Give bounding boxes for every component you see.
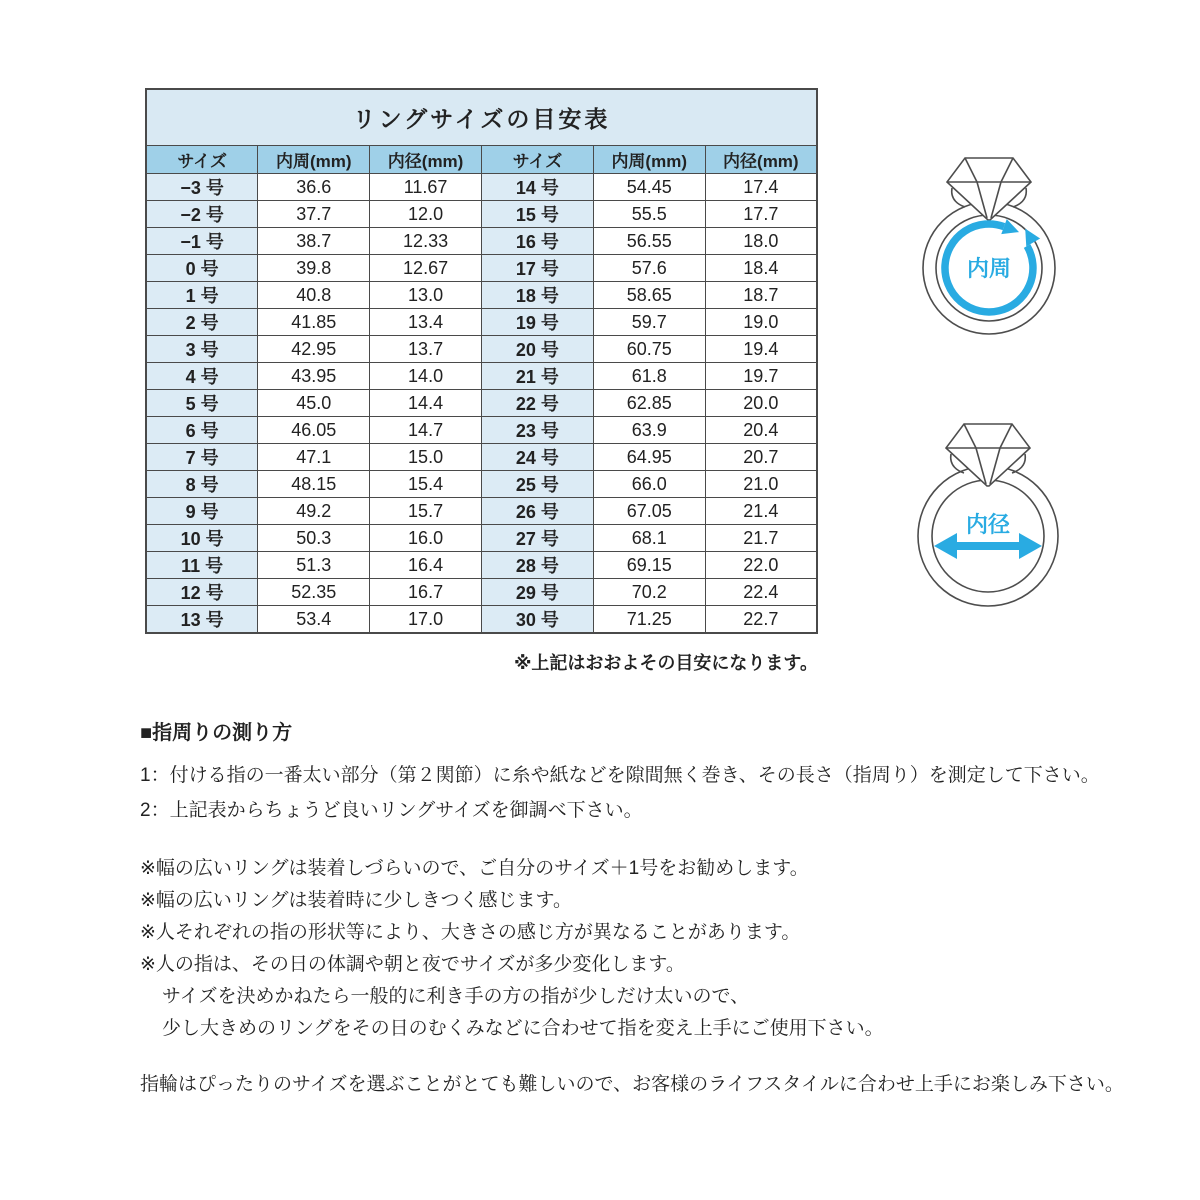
value-cell: 56.55	[593, 228, 705, 255]
size-cell: −3 号	[146, 174, 258, 201]
value-cell: 63.9	[593, 417, 705, 444]
size-cell: 15 号	[481, 201, 593, 228]
note-line: ※幅の広いリングは装着しづらいので、ご自分のサイズ＋1号をお勧めします。	[140, 858, 809, 879]
size-cell: 3 号	[146, 336, 258, 363]
table-row	[146, 417, 817, 444]
value-cell: 17.4	[705, 174, 817, 201]
value-cell: 21.4	[705, 498, 817, 525]
table-row	[146, 363, 817, 390]
table-header-row	[146, 146, 817, 174]
size-cell: 19 号	[481, 309, 593, 336]
measuring-step-2: 2：上記表からちょうど良いリングサイズを御調べ下さい。	[140, 800, 643, 821]
column-header-circumference: 内周(mm)	[593, 146, 705, 174]
value-cell: 14.4	[370, 390, 482, 417]
value-cell: 40.8	[258, 282, 370, 309]
value-cell: 17.0	[370, 606, 482, 634]
note-line: ※人それぞれの指の形状等により、大きさの感じ方が異なることがあります。	[140, 922, 801, 943]
size-cell: 4 号	[146, 363, 258, 390]
table-row	[146, 552, 817, 579]
value-cell: 12.33	[370, 228, 482, 255]
inner-circumference-ring-diagram	[903, 146, 1075, 394]
size-cell: 23 号	[481, 417, 593, 444]
table-approximation-note: ※上記はおおよその目安になります。	[513, 653, 818, 673]
table-row	[146, 471, 817, 498]
value-cell: 20.4	[705, 417, 817, 444]
size-cell: 5 号	[146, 390, 258, 417]
value-cell: 70.2	[593, 579, 705, 606]
value-cell: 22.0	[705, 552, 817, 579]
size-cell: 28 号	[481, 552, 593, 579]
inner-diameter-ring-diagram	[901, 410, 1075, 662]
value-cell: 19.7	[705, 363, 817, 390]
value-cell: 59.7	[593, 309, 705, 336]
value-cell: 43.95	[258, 363, 370, 390]
value-cell: 50.3	[258, 525, 370, 552]
table-row	[146, 228, 817, 255]
value-cell: 16.7	[370, 579, 482, 606]
value-cell: 58.65	[593, 282, 705, 309]
table-row	[146, 444, 817, 471]
inner-diameter-label: 内径	[965, 512, 1011, 537]
size-cell: 25 号	[481, 471, 593, 498]
value-cell: 52.35	[258, 579, 370, 606]
note-line: ※幅の広いリングは装着時に少しきつく感じます。	[140, 890, 573, 911]
size-cell: 18 号	[481, 282, 593, 309]
table-row	[146, 282, 817, 309]
table-row	[146, 336, 817, 363]
value-cell: 53.4	[258, 606, 370, 634]
value-cell: 54.45	[593, 174, 705, 201]
inner-circumference-label: 内周	[966, 256, 1012, 281]
measuring-heading: ■指周りの測り方	[140, 722, 293, 744]
size-cell: 27 号	[481, 525, 593, 552]
value-cell: 36.6	[258, 174, 370, 201]
size-cell: 0 号	[146, 255, 258, 282]
size-cell: −2 号	[146, 201, 258, 228]
column-header-size: サイズ	[481, 146, 593, 174]
value-cell: 64.95	[593, 444, 705, 471]
table-title: リングサイズの目安表	[146, 89, 817, 146]
diamond-icon	[946, 424, 1030, 486]
size-cell: 26 号	[481, 498, 593, 525]
column-header-size: サイズ	[146, 146, 258, 174]
value-cell: 20.0	[705, 390, 817, 417]
value-cell: 14.7	[370, 417, 482, 444]
column-header-diameter: 内径(mm)	[705, 146, 817, 174]
value-cell: 15.7	[370, 498, 482, 525]
size-cell: 6 号	[146, 417, 258, 444]
value-cell: 18.4	[705, 255, 817, 282]
size-cell: 7 号	[146, 444, 258, 471]
value-cell: 21.0	[705, 471, 817, 498]
value-cell: 47.1	[258, 444, 370, 471]
size-cell: 21 号	[481, 363, 593, 390]
value-cell: 12.67	[370, 255, 482, 282]
value-cell: 57.6	[593, 255, 705, 282]
size-cell: 1 号	[146, 282, 258, 309]
value-cell: 46.05	[258, 417, 370, 444]
value-cell: 66.0	[593, 471, 705, 498]
value-cell: 19.4	[705, 336, 817, 363]
value-cell: 38.7	[258, 228, 370, 255]
table-title-row	[146, 89, 817, 146]
ring-size-table-body	[146, 174, 817, 634]
size-cell: 2 号	[146, 309, 258, 336]
column-header-diameter: 内径(mm)	[370, 146, 482, 174]
ring-size-table	[145, 88, 818, 634]
value-cell: 41.85	[258, 309, 370, 336]
value-cell: 61.8	[593, 363, 705, 390]
measuring-notes	[140, 853, 1155, 1045]
table-row	[146, 255, 817, 282]
value-cell: 22.4	[705, 579, 817, 606]
size-cell: 9 号	[146, 498, 258, 525]
value-cell: 69.15	[593, 552, 705, 579]
size-cell: 8 号	[146, 471, 258, 498]
value-cell: 16.4	[370, 552, 482, 579]
size-cell: 29 号	[481, 579, 593, 606]
note-line-continuation: サイズを決めかねたら一般的に利き手の方の指が少しだけ太いので、	[162, 986, 750, 1007]
closing-remark: 指輪はぴったりのサイズを選ぶことがとても難しいので、お客様のライフスタイルに合わせ上手にお楽しみ下さい。	[140, 1074, 1124, 1095]
table-row	[146, 390, 817, 417]
value-cell: 67.05	[593, 498, 705, 525]
table-row	[146, 498, 817, 525]
value-cell: 51.3	[258, 552, 370, 579]
value-cell: 13.4	[370, 309, 482, 336]
value-cell: 14.0	[370, 363, 482, 390]
note-line-continuation: 少し大きめのリングをその日のむくみなどに合わせて指を変え上手にご使用下さい。	[162, 1018, 884, 1039]
value-cell: 13.7	[370, 336, 482, 363]
table-row	[146, 201, 817, 228]
size-cell: 13 号	[146, 606, 258, 634]
table-row	[146, 579, 817, 606]
value-cell: 62.85	[593, 390, 705, 417]
measuring-instructions	[140, 716, 1155, 1096]
value-cell: 55.5	[593, 201, 705, 228]
size-cell: 24 号	[481, 444, 593, 471]
value-cell: 37.7	[258, 201, 370, 228]
value-cell: 18.0	[705, 228, 817, 255]
value-cell: 42.95	[258, 336, 370, 363]
size-cell: 12 号	[146, 579, 258, 606]
column-header-circumference: 内周(mm)	[258, 146, 370, 174]
value-cell: 48.15	[258, 471, 370, 498]
size-cell: 17 号	[481, 255, 593, 282]
table-row	[146, 606, 817, 634]
size-cell: 16 号	[481, 228, 593, 255]
value-cell: 12.0	[370, 201, 482, 228]
value-cell: 18.7	[705, 282, 817, 309]
table-row	[146, 174, 817, 201]
value-cell: 13.0	[370, 282, 482, 309]
value-cell: 21.7	[705, 525, 817, 552]
table-row	[146, 525, 817, 552]
value-cell: 45.0	[258, 390, 370, 417]
value-cell: 22.7	[705, 606, 817, 634]
size-cell: 11 号	[146, 552, 258, 579]
measuring-step-1: 1：付ける指の一番太い部分（第２関節）に糸や紙などを隙間無く巻き、その長さ（指周り）を測定して下さい。	[140, 765, 1100, 786]
value-cell: 19.0	[705, 309, 817, 336]
size-cell: 22 号	[481, 390, 593, 417]
value-cell: 71.25	[593, 606, 705, 634]
value-cell: 15.0	[370, 444, 482, 471]
value-cell: 60.75	[593, 336, 705, 363]
value-cell: 17.7	[705, 201, 817, 228]
size-cell: −1 号	[146, 228, 258, 255]
size-cell: 14 号	[481, 174, 593, 201]
value-cell: 49.2	[258, 498, 370, 525]
value-cell: 16.0	[370, 525, 482, 552]
value-cell: 68.1	[593, 525, 705, 552]
value-cell: 39.8	[258, 255, 370, 282]
value-cell: 11.67	[370, 174, 482, 201]
diamond-icon	[947, 158, 1031, 220]
table-row	[146, 309, 817, 336]
value-cell: 15.4	[370, 471, 482, 498]
note-line: ※人の指は、その日の体調や朝と夜でサイズが多少変化します。	[140, 954, 685, 975]
size-cell: 10 号	[146, 525, 258, 552]
value-cell: 20.7	[705, 444, 817, 471]
size-cell: 30 号	[481, 606, 593, 634]
size-cell: 20 号	[481, 336, 593, 363]
